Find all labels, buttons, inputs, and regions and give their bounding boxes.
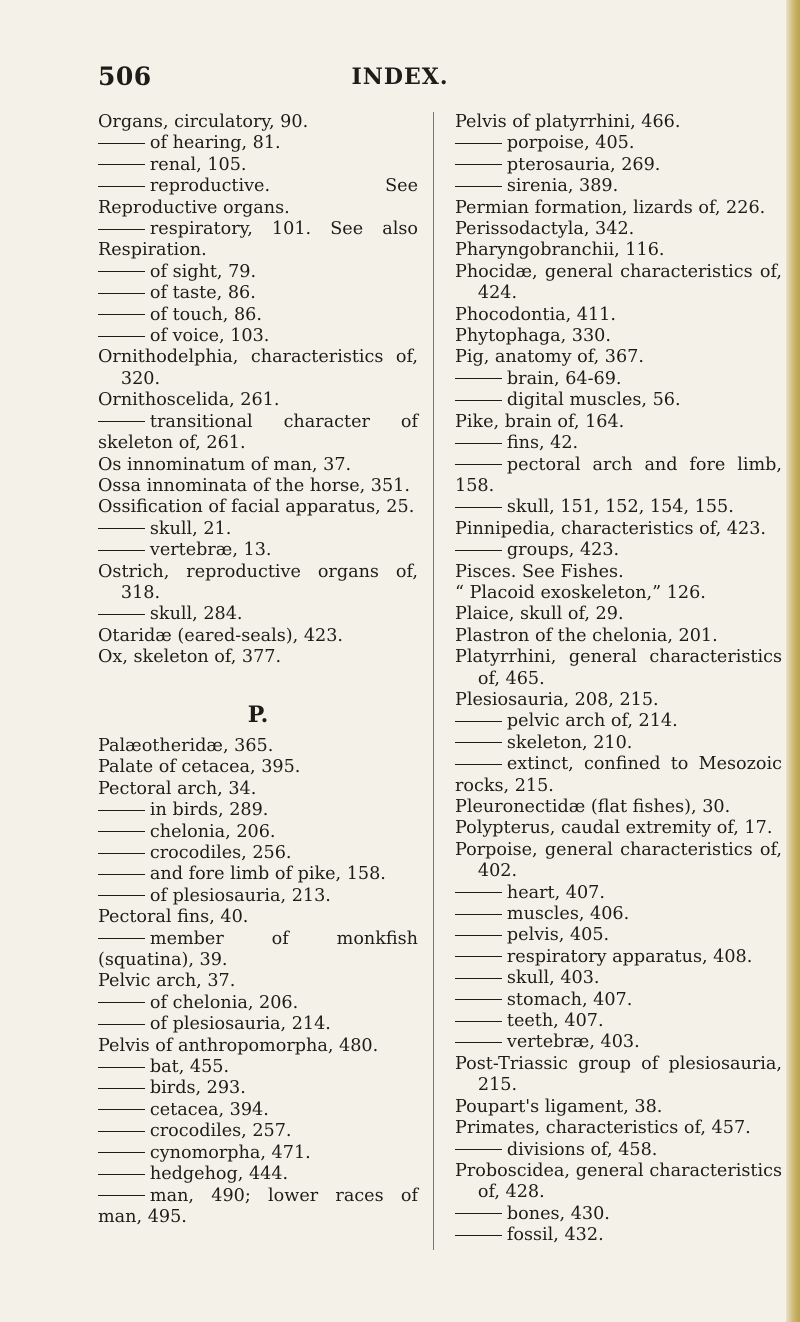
index-subentry [98, 519, 418, 540]
ditto-dash [455, 914, 502, 915]
index-subentry [98, 822, 418, 843]
ditto-dash [98, 1067, 145, 1068]
entry-text: Palæotheridæ, 365. [98, 735, 274, 756]
entry-text: Primates, characteristics of, 457. [455, 1118, 751, 1139]
entry-text: reproductive. See Reproductive organs. [98, 176, 418, 218]
index-subentry [98, 305, 418, 326]
ditto-dash [98, 831, 145, 832]
index-subentry [455, 369, 782, 390]
index-subentry [98, 1100, 418, 1121]
index-subentry [98, 1078, 418, 1099]
index-column-right [455, 112, 782, 1247]
index-subentry [98, 1164, 418, 1185]
ditto-dash [98, 143, 145, 144]
entry-text: Os innominatum of man, 37. [98, 454, 352, 475]
ditto-dash [98, 271, 145, 272]
index-entry [98, 497, 418, 518]
ditto-dash [455, 400, 502, 401]
section-heading [98, 701, 418, 728]
index-subentry [455, 904, 782, 925]
entry-text: Ossification of facial apparatus, 25. [98, 497, 415, 518]
entry-text: pelvis, 405. [506, 925, 610, 946]
ditto-dash [98, 164, 145, 165]
entry-text: Phocidæ, general characteristics of, 424. [455, 261, 782, 304]
index-entry [455, 112, 782, 133]
entry-text: Pelvis of anthropomorpha, 480. [98, 1035, 379, 1056]
entry-text: brain, 64-69. [506, 368, 622, 389]
index-column-left [98, 112, 418, 1228]
index-entry [455, 1097, 782, 1118]
entry-text: member of monkfish (squatina), 39. [98, 928, 418, 971]
ditto-dash [98, 186, 145, 187]
entry-text: Proboscidea, general characteristics of, 428. [455, 1160, 782, 1203]
ditto-dash [455, 999, 502, 1000]
entry-text: Plesiosauria, 208, 215. [455, 689, 659, 710]
ditto-dash [98, 1174, 145, 1175]
index-subentry [98, 929, 418, 972]
index-subentry [98, 540, 418, 561]
index-subentry [98, 1057, 418, 1078]
ditto-dash [455, 143, 502, 144]
index-entry [455, 326, 782, 347]
index-entry [98, 455, 418, 476]
ditto-dash [98, 229, 145, 230]
entry-text: Otaridæ (eared-seals), 423. [98, 625, 344, 646]
index-entry [98, 757, 418, 778]
index-subentry [455, 433, 782, 454]
index-subentry [455, 733, 782, 754]
index-subentry [455, 455, 782, 498]
index-subentry [455, 883, 782, 904]
entry-text: crocodiles, 256. [149, 843, 292, 863]
ditto-dash [455, 1235, 502, 1236]
entry-text: porpoise, 405. [506, 133, 635, 154]
index-entry [455, 604, 782, 625]
ditto-dash [455, 507, 502, 508]
index-entry [455, 1054, 782, 1097]
index-entry [98, 971, 418, 992]
entry-text: of voice, 103. [149, 326, 270, 347]
index-subentry [455, 176, 782, 197]
index-subentry [98, 1186, 418, 1229]
index-entry [98, 626, 418, 647]
index-entry [98, 112, 418, 133]
index-subentry [98, 864, 418, 885]
ditto-dash [98, 874, 145, 875]
index-subentry [98, 133, 418, 154]
index-entry [455, 240, 782, 261]
index-entry [455, 519, 782, 540]
ditto-dash [98, 1109, 145, 1110]
ditto-dash [98, 1002, 145, 1003]
entry-text: of touch, 86. [149, 304, 262, 325]
index-subentry [455, 1140, 782, 1161]
entry-text: Pectoral fins, 40. [98, 907, 249, 928]
ditto-dash [98, 1152, 145, 1153]
entry-text: vertebræ, 403. [506, 1032, 640, 1053]
index-entry [455, 412, 782, 433]
index-subentry [98, 993, 418, 1014]
entry-text: pterosauria, 269. [506, 154, 661, 175]
index-subentry [98, 886, 418, 907]
ditto-dash [455, 742, 502, 743]
index-subentry [98, 1014, 418, 1035]
ditto-dash [98, 550, 145, 551]
index-subentry [98, 412, 418, 455]
index-subentry [98, 176, 418, 219]
entry-text: Pike, brain of, 164. [455, 411, 625, 432]
ditto-dash [98, 1088, 145, 1089]
entry-text: Pectoral arch, 34. [98, 778, 257, 799]
index-subentry [455, 990, 782, 1011]
index-entry [455, 626, 782, 647]
entry-text: P. [247, 701, 269, 728]
entry-text: chelonia, 206. [149, 821, 276, 842]
index-entry [455, 818, 782, 839]
entry-text: Perissodactyla, 342. [455, 219, 635, 240]
ditto-dash [98, 614, 145, 615]
ditto-dash [455, 443, 502, 444]
entry-text: cetacea, 394. [149, 1099, 269, 1120]
index-subentry [455, 711, 782, 732]
index-entry [455, 219, 782, 240]
entry-text: fins, 42. [506, 433, 579, 454]
entry-text: Plaice, skull of, 29. [455, 604, 624, 625]
entry-text: extinct, confined to Mesozoic rocks, 215. [455, 754, 782, 796]
entry-text: Polypterus, caudal extremity of, 17. [455, 818, 773, 839]
entry-text: birds, 293. [149, 1078, 246, 1099]
index-entry [455, 583, 782, 604]
ditto-dash [98, 528, 145, 529]
index-entry [455, 198, 782, 219]
entry-text: stomach, 407. [506, 989, 633, 1010]
ditto-dash [455, 721, 502, 722]
index-entry [455, 305, 782, 326]
entry-text: Palate of cetacea, 395. [98, 757, 301, 778]
ditto-dash [455, 956, 502, 957]
entry-text: bat, 455. [149, 1057, 230, 1078]
entry-text: skull, 21. [149, 518, 232, 539]
entry-text: of plesiosauria, 214. [149, 1014, 331, 1035]
entry-text: groups, 423. [506, 540, 620, 561]
entry-text: Permian formation, lizards of, 226. [455, 197, 766, 218]
entry-text: skeleton, 210. [506, 732, 633, 753]
ditto-dash [455, 1213, 502, 1214]
entry-text: fossil, 432. [506, 1225, 604, 1246]
ditto-dash [98, 336, 145, 337]
entry-text: cynomorpha, 471. [149, 1142, 311, 1163]
entry-text: Organs, circulatory, 90. [98, 112, 309, 132]
index-entry [455, 262, 782, 305]
entry-text: transitional character of skeleton of, 261. [98, 411, 418, 454]
index-subentry [455, 754, 782, 797]
entry-text: Ostrich, reproductive organs of, 318. [98, 561, 418, 603]
entry-text: hedgehog, 444. [149, 1164, 289, 1185]
ditto-dash [98, 1131, 145, 1132]
entry-text: vertebræ, 13. [149, 540, 272, 561]
ditto-dash [455, 550, 502, 551]
entry-text: Ox, skeleton of, 377. [98, 647, 282, 668]
entry-text: renal, 105. [149, 154, 247, 175]
ditto-dash [455, 1042, 502, 1043]
index-entry [98, 562, 418, 605]
entry-text: Post-Triassic group of plesiosauria, 215. [455, 1053, 782, 1096]
index-entry [98, 647, 418, 668]
entry-text: man, 490; lower races of man, 495. [98, 1185, 418, 1227]
index-subentry [98, 326, 418, 347]
index-entry [98, 347, 418, 390]
entry-text: Ossa innominata of the horse, 351. [98, 475, 410, 496]
ditto-dash [455, 186, 502, 187]
index-entry [455, 562, 782, 583]
index-entry [455, 840, 782, 883]
index-entry [455, 797, 782, 818]
ditto-dash [98, 1195, 145, 1196]
index-subentry [98, 1143, 418, 1164]
index-subentry [98, 604, 418, 625]
ditto-dash [98, 895, 145, 896]
entry-text: Pig, anatomy of, 367. [455, 347, 644, 368]
index-subentry [455, 1032, 782, 1053]
ditto-dash [455, 378, 502, 379]
index-subentry [98, 219, 418, 262]
index-subentry [98, 283, 418, 304]
entry-text: skull, 403. [506, 968, 600, 989]
entry-text: muscles, 406. [506, 904, 630, 925]
entry-text: divisions of, 458. [506, 1139, 658, 1160]
index-entry [98, 779, 418, 800]
ditto-dash [455, 978, 502, 979]
entry-text: heart, 407. [506, 882, 605, 903]
index-entry [455, 647, 782, 690]
ditto-dash [455, 1021, 502, 1022]
entry-text: “ Placoid exoskeleton,” 126. [455, 582, 706, 603]
entry-text: of plesiosauria, 213. [149, 885, 331, 906]
entry-text: pectoral arch and fore limb, 158. [455, 454, 782, 496]
ditto-dash [455, 164, 502, 165]
index-entry [455, 690, 782, 711]
index-subentry [455, 925, 782, 946]
entry-text: Pleuronectidæ (flat fishes), 30. [455, 797, 731, 817]
page-edge [786, 0, 800, 1322]
entry-text: Phocodontia, 411. [455, 304, 616, 325]
entry-text: bones, 430. [506, 1203, 610, 1224]
entry-text: Pinnipedia, characteristics of, 423. [455, 518, 766, 539]
index-subentry [98, 155, 418, 176]
entry-text: Phytophaga, 330. [455, 326, 611, 347]
entry-text: teeth, 407. [506, 1011, 604, 1032]
ditto-dash [98, 314, 145, 315]
index-subentry [455, 497, 782, 518]
entry-text: of taste, 86. [149, 283, 256, 304]
index-subentry [455, 540, 782, 561]
entry-text: digital muscles, 56. [506, 390, 681, 411]
index-subentry [455, 1011, 782, 1032]
entry-text: Pisces. See Fishes. [455, 561, 624, 582]
entry-text: Ornithodelphia, characteristics of, 320. [98, 347, 418, 389]
entry-text: Platyrrhini, general characteristics of, 465. [455, 647, 782, 689]
index-entry [455, 347, 782, 368]
index-subentry [455, 968, 782, 989]
column-divider [433, 112, 434, 1250]
ditto-dash [455, 1149, 502, 1150]
entry-text: Pelvic arch, 37. [98, 971, 236, 992]
entry-text: respiratory, 101. See also Respiration. [98, 219, 418, 261]
index-subentry [98, 800, 418, 821]
entry-text: of hearing, 81. [149, 133, 281, 154]
entry-text: crocodiles, 257. [149, 1121, 292, 1142]
entry-text: Ornithoscelida, 261. [98, 390, 280, 411]
ditto-dash [455, 764, 502, 765]
index-subentry [98, 262, 418, 283]
index-subentry [455, 1225, 782, 1246]
ditto-dash [455, 935, 502, 936]
entry-text: of chelonia, 206. [149, 992, 299, 1013]
index-entry [98, 1036, 418, 1057]
index-subentry [455, 155, 782, 176]
entry-text: skull, 284. [149, 604, 243, 625]
entry-text: of sight, 79. [149, 261, 257, 282]
index-subentry [455, 390, 782, 411]
ditto-dash [98, 293, 145, 294]
ditto-dash [98, 938, 145, 939]
index-subentry [98, 1121, 418, 1142]
entry-text: Poupart's ligament, 38. [455, 1096, 663, 1117]
entry-text: skull, 151, 152, 154, 155. [506, 497, 734, 518]
index-entry [455, 1161, 782, 1204]
ditto-dash [98, 1024, 145, 1025]
page-number: 506 [98, 62, 152, 91]
entry-text: Porpoise, general characteristics of, 402. [455, 839, 782, 882]
entry-text: Pelvis of platyrrhini, 466. [455, 112, 681, 132]
ditto-dash [455, 892, 502, 893]
index-entry [98, 476, 418, 497]
index-subentry [455, 133, 782, 154]
page-title: INDEX. [351, 64, 449, 90]
ditto-dash [98, 421, 145, 422]
ditto-dash [98, 853, 145, 854]
entry-text: in birds, 289. [149, 800, 269, 821]
index-entry [98, 736, 418, 757]
index-subentry [455, 1204, 782, 1225]
entry-text: respiratory apparatus, 408. [506, 946, 753, 967]
ditto-dash [455, 464, 502, 465]
entry-text: pelvic arch of, 214. [506, 711, 678, 732]
entry-text: Plastron of the chelonia, 201. [455, 625, 718, 646]
index-subentry [98, 843, 418, 864]
index-entry [98, 390, 418, 411]
entry-text: and fore limb of pike, 158. [149, 864, 386, 885]
entry-text: sirenia, 389. [506, 176, 619, 197]
index-entry [98, 907, 418, 928]
ditto-dash [98, 810, 145, 811]
index-entry [455, 1118, 782, 1139]
entry-text: Pharyngobranchii, 116. [455, 240, 665, 261]
index-subentry [455, 947, 782, 968]
